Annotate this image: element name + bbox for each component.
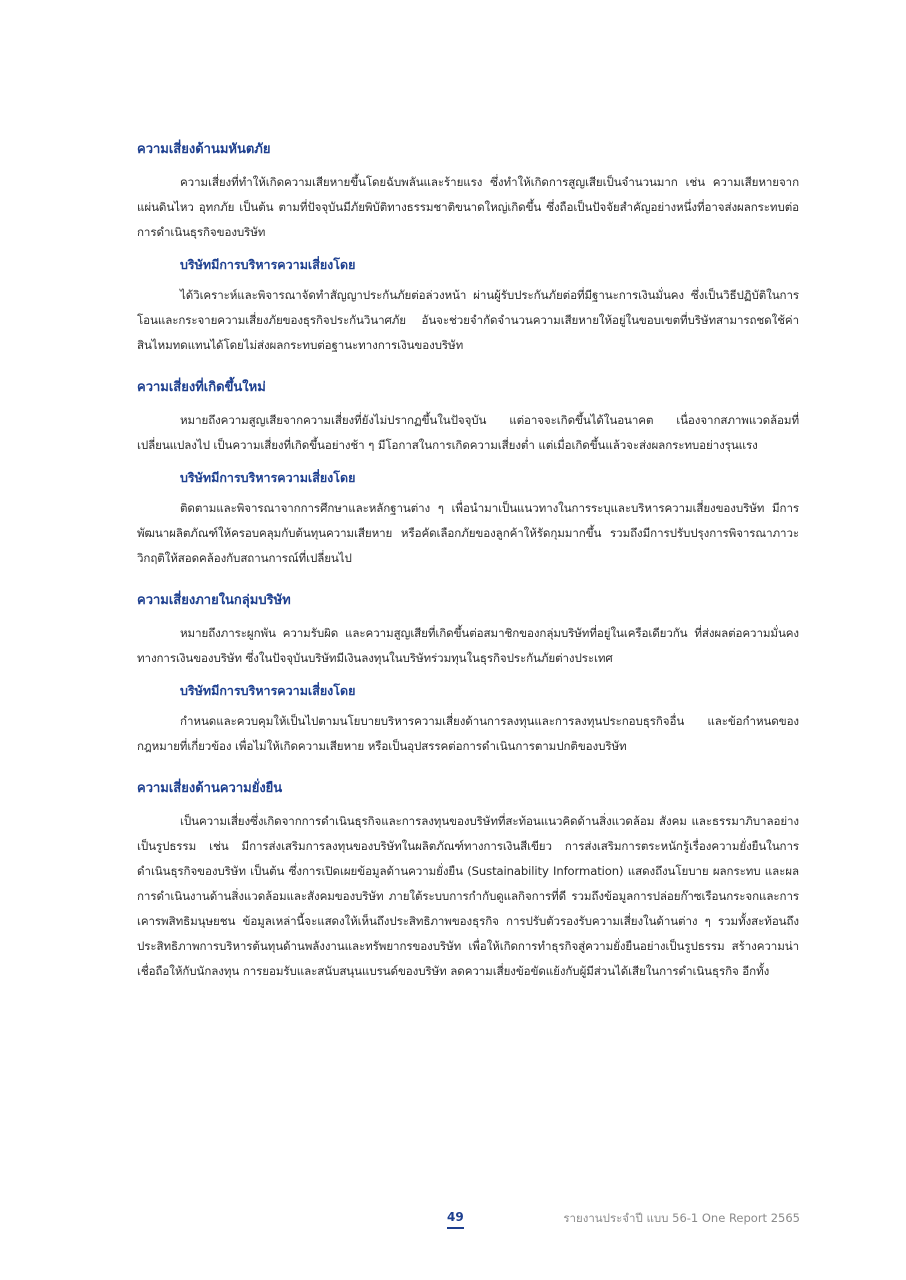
section-heading-sustainability-risk: ความเสี่ยงด้านความยั่งยืน (137, 781, 283, 796)
sub-body: ได้วิเคราะห์และพิจารณาจัดทำสัญญาประกันภัยต่อล่วงหน้า ผ่านผู้รับประกันภัยต่อที่มีฐานะการเงินมั่นคง ซึ่งเป็นวิธีปฏิบัติในการโอนและกระจายความเสี่ยงภัยของธุรกิจประกันวินาศภัย อันจะช่วยจำกัดจำนวนความเสียหายให้อยู่ในขอบเขตที่บริษัทสามารถชดใช้ค่าสินไหมทดแทนได้โดยไม่ส่งผลกระทบต่อฐานะทางการเงินของบริษัท (137, 288, 799, 352)
section-body: ความเสี่ยงที่ทำให้เกิดความเสียหายขึ้นโดยฉับพลันและร้ายแรง ซึ่งทำให้เกิดการสูญเสียเป็นจำนวนมาก เช่น ความเสียหายจากแผ่นดินไหว อุทกภัย เป็นต้น ตามที่ปัจจุบันมีภัยพิบัติทางธรรมชาติขนาดใหญ่เกิดขึ้น ซึ่งถือเป็นปัจจัยสำคัญอย่างหนึ่งที่อาจส่งผลกระทบต่อการดำเนินธุรกิจของบริษัท (137, 175, 799, 239)
section-heading-catastrophe-risk: ความเสี่ยงด้านมหันตภัย (137, 142, 271, 157)
section-body: หมายถึงความสูญเสียจากความเสี่ยงที่ยังไม่ปรากฏขึ้นในปัจจุบัน แต่อาจจะเกิดขึ้นได้ในอนาคต เนื่องจากสภาพแวดล้อมที่เปลี่ยนแปลงไป เป็นความเสี่ยงที่เกิดขึ้นอย่างช้า ๆ มีโอกาสในการเกิดความเสี่ยงต่ำ แต่เมื่อเกิดขึ้นแล้วจะส่งผลกระทบอย่างรุนแรง (137, 413, 799, 452)
sub-body: กำหนดและควบคุมให้เป็นไปตามนโยบายบริหารความเสี่ยงด้านการลงทุนและการลงทุนประกอบธุรกิจอื่น และข้อกำหนดของกฎหมายที่เกี่ยวข้อง เพื่อไม่ให้เกิดความเสียหาย หรือเป็นอุปสรรคต่อการดำเนินการตามปกติของบริษัท (137, 714, 799, 753)
section-heading-emerging-risk: ความเสี่ยงที่เกิดขึ้นใหม่ (137, 380, 266, 395)
sub-heading-management: บริษัทมีการบริหารความเสี่ยงโดย (180, 470, 356, 485)
report-title: รายงานประจำปี แบบ 56-1 One Report 2565 (563, 1211, 800, 1225)
sub-body: ติดตามและพิจารณาจากการศึกษาและหลักฐานต่าง ๆ เพื่อนำมาเป็นแนวทางในการระบุและบริหารความเสี่ยงของบริษัท มีการพัฒนาผลิตภัณฑ์ให้ครอบคลุมกับต้นทุนความเสียหาย หรือคัดเลือกภัยของลูกค้าให้รัดกุมมากขึ้น รวมถึงมีการปรับปรุงการพิจารณาภาวะวิกฤติให้สอดคล้องกับสถานการณ์ที่เปลี่ยนไป (137, 501, 799, 565)
section-body: หมายถึงภาระผูกพัน ความรับผิด และความสูญเสียที่เกิดขึ้นต่อสมาชิกของกลุ่มบริษัทที่อยู่ในเครือเดียวกัน ที่ส่งผลต่อความมั่นคงทางการเงินของบริษัท ซึ่งในปัจจุบันบริษัทมีเงินลงทุนในบริษัทร่วมทุนในธุรกิจประกันภัยต่างประเทศ (137, 626, 799, 665)
page-number: 49 (447, 1210, 464, 1229)
section-heading-group-risk: ความเสี่ยงภายในกลุ่มบริษัท (137, 593, 291, 608)
page-content (137, 140, 799, 984)
page-footer (0, 1210, 906, 1240)
sub-heading-management: บริษัทมีการบริหารความเสี่ยงโดย (180, 257, 356, 272)
sub-heading-management: บริษัทมีการบริหารความเสี่ยงโดย (180, 683, 356, 698)
section-body: เป็นความเสี่ยงซึ่งเกิดจากการดำเนินธุรกิจและการลงทุนของบริษัทที่สะท้อนแนวคิดด้านสิ่งแวดล้อม สังคม และธรรมาภิบาลอย่างเป็นรูปธรรม เช่น มีการส่งเสริมการลงทุนของบริษัทในผลิตภัณฑ์ทางการเงินสีเขียว การส่งเสริมการตระหนักรู้เรื่องความยั่งยืนในการดำเนินธุรกิจของบริษัท เป็นต้น ซึ่งการเปิดเผยข้อมูลด้านความยั่งยืน (Sustainability Information) แสดงถึงนโยบาย ผลกระทบ และผลการดำเนินงานด้านสิ่งแวดล้อมและสังคมของบริษัท ภายใต้ระบบการกำกับดูแลกิจการที่ดี รวมถึงข้อมูลการปล่อยก๊าซเรือนกระจกและการเคารพสิทธิมนุษยชน ข้อมูลเหล่านี้จะแสดงให้เห็นถึงประสิทธิภาพของธุรกิจ การปรับตัวรองรับความเสี่ยงในด้านต่าง ๆ รวมทั้งสะท้อนถึงประสิทธิภาพการบริหารต้นทุนด้านพลังงานและทรัพยากรของบริษัท เพื่อให้เกิดการทำธุรกิจสู่ความยั่งยืนอย่างเป็นรูปธรรม สร้างความน่าเชื่อถือให้กับนักลงทุน การยอมรับและสนับสนุนแบรนด์ของบริษัท ลดความเสี่ยงข้อขัดแย้งกับผู้มีส่วนได้เสียในการดำเนินธุรกิจ อีกทั้ง (137, 814, 799, 978)
